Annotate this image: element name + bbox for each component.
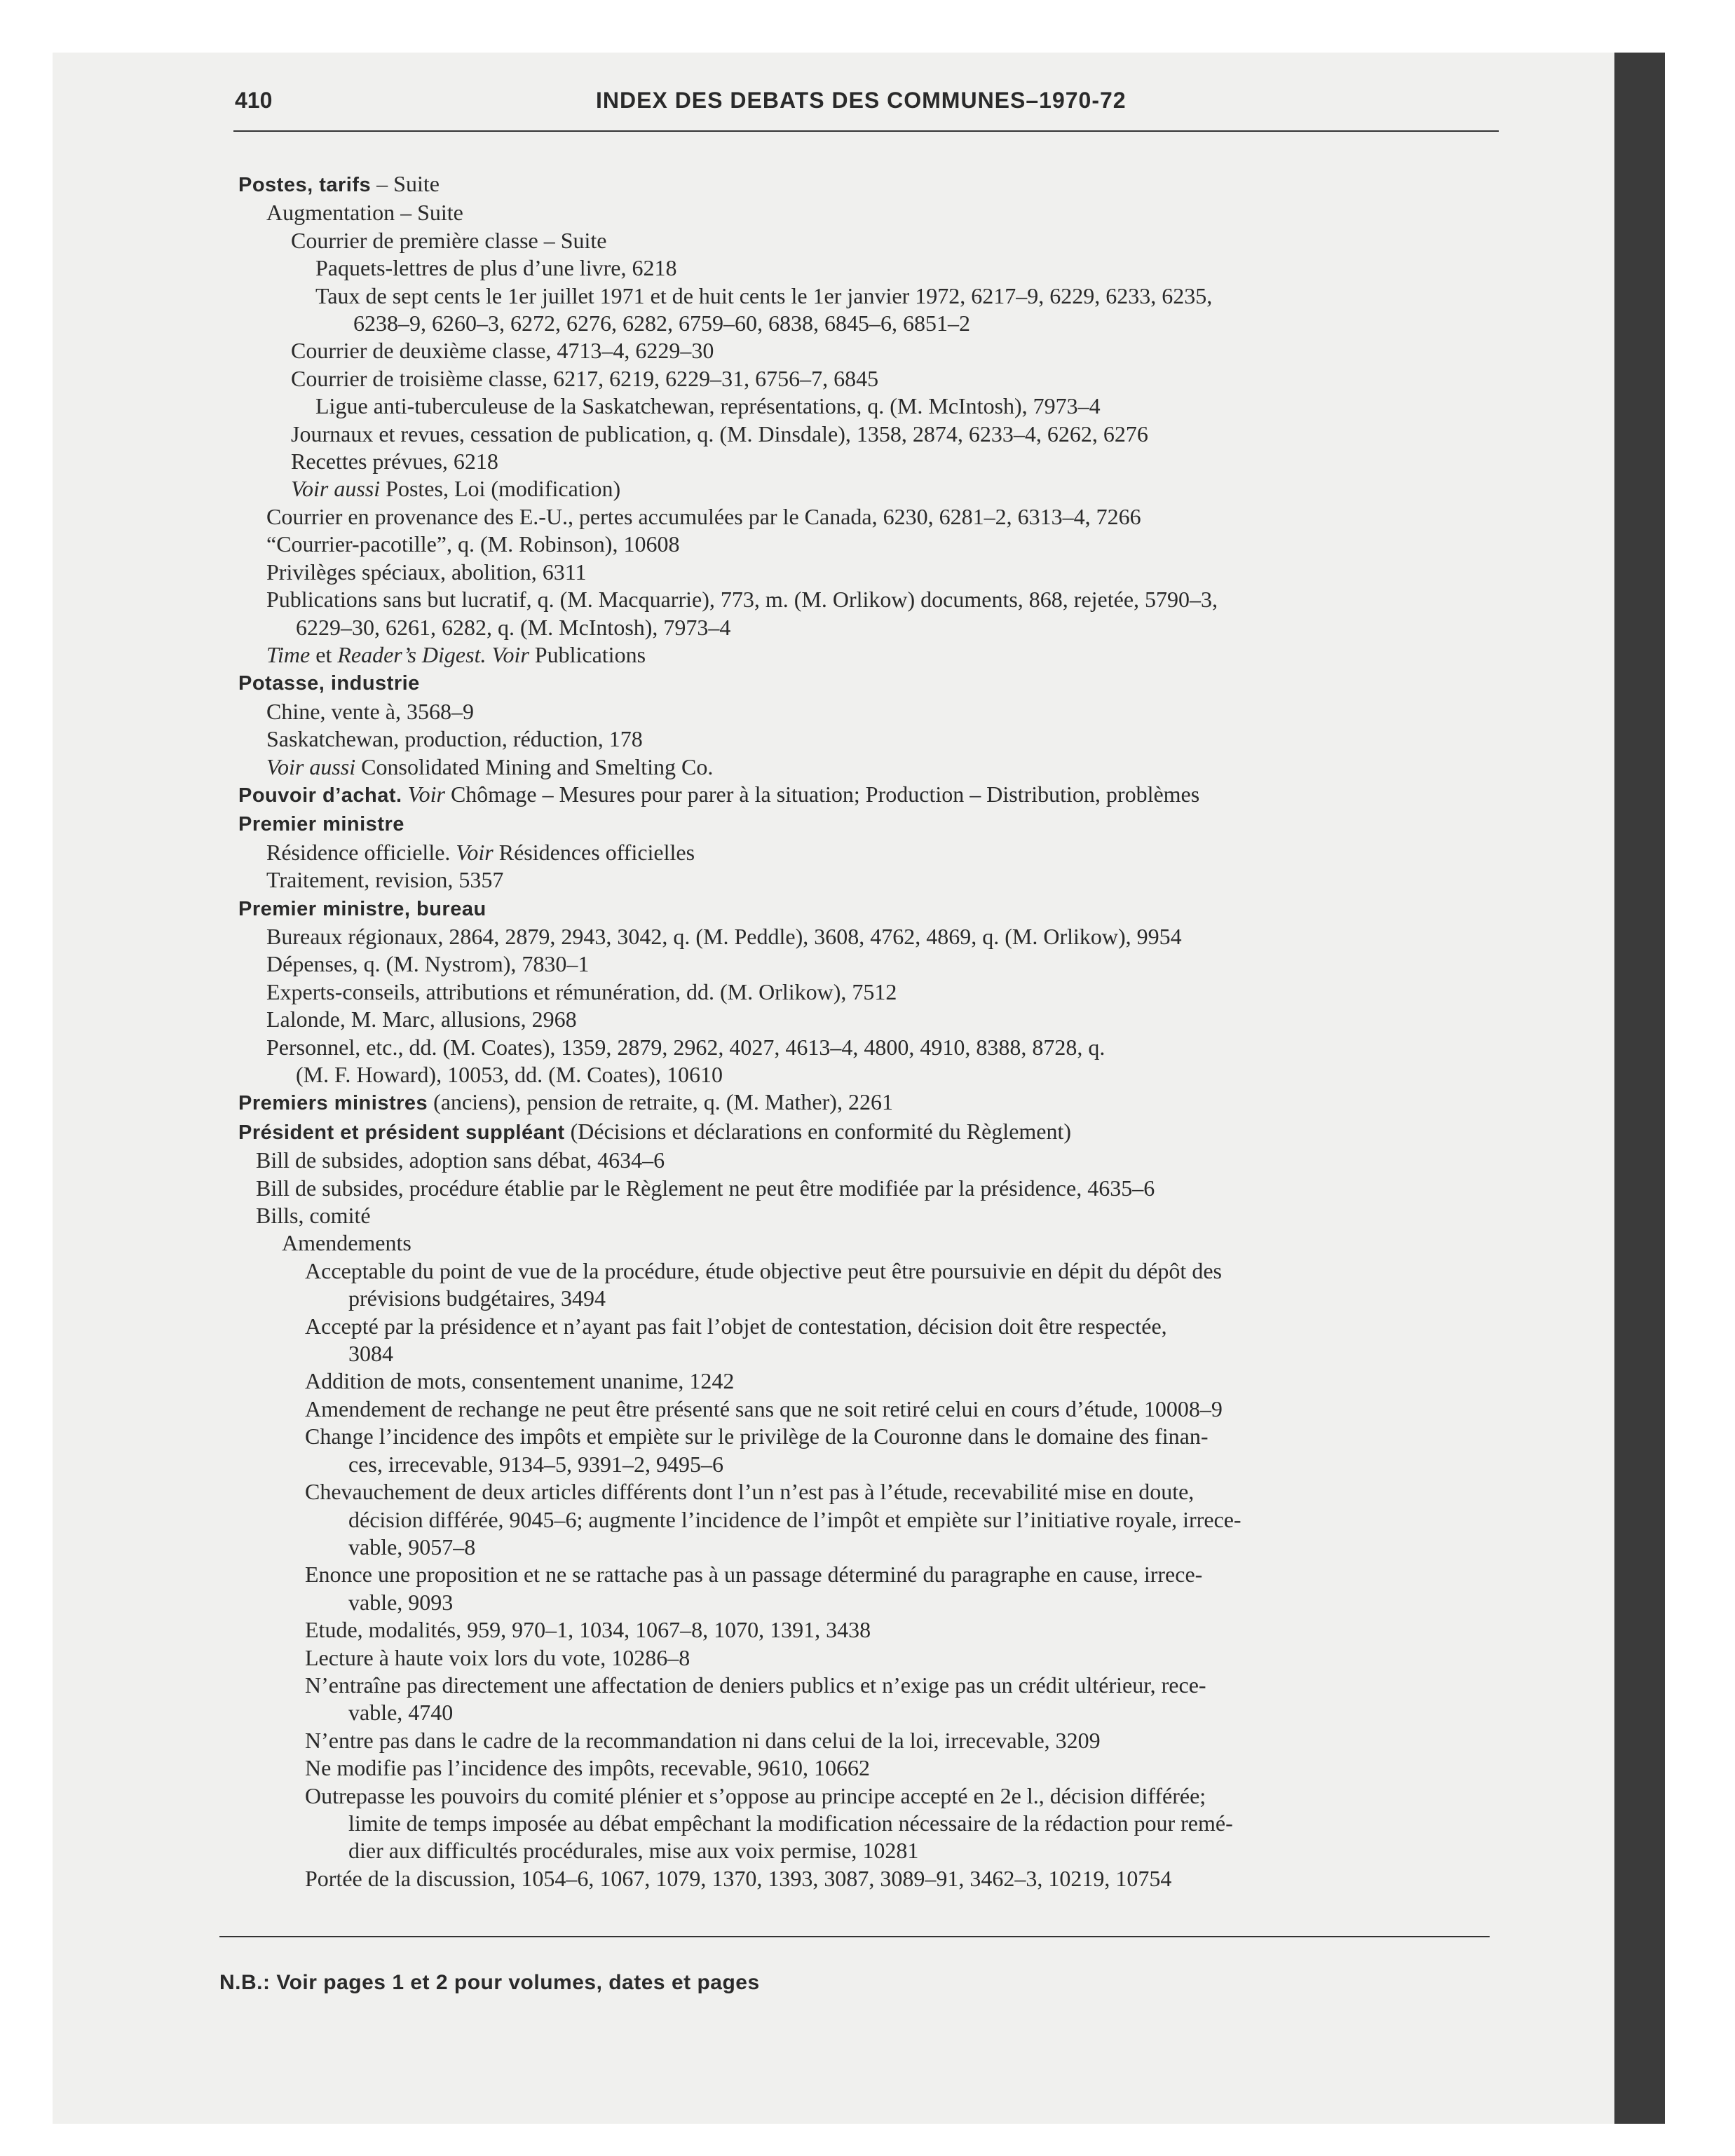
index-entry: Bill de subsides, procédure établie par le Règlement ne peut être modifiée par la présidence, 4635–6 bbox=[256, 1175, 1155, 1201]
index-entry: Lecture à haute voix lors du vote, 10286–8 bbox=[305, 1644, 690, 1670]
index-entry: Bills, comité bbox=[256, 1203, 371, 1229]
index-entry: Publications sans but lucratif, q. (M. Macquarrie), 773, m. (M. Orlikow) documents, 868, rejetée, 5790–3, bbox=[266, 587, 1218, 613]
footer-rule bbox=[219, 1936, 1490, 1937]
index-entry-continued: prévisions budgétaires, 3494 bbox=[348, 1285, 606, 1311]
index-entry: Chevauchement de deux articles différents dont l’un n’est pas à l’étude, recevabilité mise en doute, bbox=[305, 1479, 1195, 1505]
index-entry: Traitement, revision, 5357 bbox=[266, 867, 504, 893]
index-entry: Saskatchewan, production, réduction, 178 bbox=[266, 726, 643, 752]
page-number: 410 bbox=[235, 88, 273, 113]
index-entry: Courrier de première classe – Suite bbox=[291, 227, 607, 253]
index-entry: Enonce une proposition et ne se rattache pas à un passage déterminé du paragraphe en cause, irrece- bbox=[305, 1562, 1203, 1588]
index-body bbox=[238, 170, 1514, 1892]
index-entry: Augmentation – Suite bbox=[266, 200, 463, 226]
index-entry: Experts-conseils, attributions et rémunération, dd. (M. Orlikow), 7512 bbox=[266, 978, 897, 1004]
index-entry: N’entre pas dans le cadre de la recommandation ni dans celui de la loi, irrecevable, 3209 bbox=[305, 1727, 1101, 1753]
index-entry: Acceptable du point de vue de la procédure, étude objective peut être poursuivie en dépit du dépôt des bbox=[305, 1257, 1222, 1283]
index-entry: Paquets-lettres de plus d’une livre, 6218 bbox=[315, 255, 677, 281]
index-cross-reference: Voir aussi Consolidated Mining and Smelting Co. bbox=[266, 753, 714, 779]
scan-edge-shadow bbox=[1614, 53, 1665, 2124]
index-entry: Change l’incidence des impôts et empiète sur le privilège de la Couronne dans le domaine des finan- bbox=[305, 1424, 1209, 1449]
index-entry: Accepté par la présidence et n’ayant pas fait l’objet de contestation, décision doit être respectée, bbox=[305, 1313, 1167, 1339]
index-entry: Ligue anti-tuberculeuse de la Saskatchewan, représentations, q. (M. McIntosh), 7973–4 bbox=[315, 393, 1101, 419]
index-entry: Addition de mots, consentement unanime, 1242 bbox=[305, 1368, 735, 1394]
index-entry: Chine, vente à, 3568–9 bbox=[266, 698, 474, 724]
index-entry-continued: 3084 bbox=[348, 1341, 393, 1367]
index-entry-continued: (M. F. Howard), 10053, dd. (M. Coates), 10610 bbox=[296, 1062, 723, 1087]
index-heading: Premier ministre, bureau bbox=[238, 897, 487, 920]
index-entry: Lalonde, M. Marc, allusions, 2968 bbox=[266, 1007, 577, 1032]
index-entry: Taux de sept cents le 1er juillet 1971 et de huit cents le 1er janvier 1972, 6217–9, 6229, 6233, 6235, bbox=[315, 282, 1213, 308]
index-heading: Postes, tarifs – Suite bbox=[238, 171, 440, 196]
index-entry: Courrier de troisième classe, 6217, 6219, 6229–31, 6756–7, 6845 bbox=[291, 365, 879, 391]
index-entry: Etude, modalités, 959, 970–1, 1034, 1067–8, 1070, 1391, 3438 bbox=[305, 1617, 871, 1643]
index-entry-continued: vable, 9057–8 bbox=[348, 1534, 476, 1560]
index-entry: Courrier en provenance des E.-U., pertes accumulées par le Canada, 6230, 6281–2, 6313–4, 7266 bbox=[266, 503, 1141, 529]
header-rule bbox=[233, 130, 1499, 132]
index-entry: Dépenses, q. (M. Nystrom), 7830–1 bbox=[266, 951, 590, 977]
index-heading: Pouvoir d’achat. Voir Chômage – Mesures pour parer à la situation; Production – Distribution, problèmes bbox=[238, 781, 1200, 807]
index-entry: Courrier de deuxième classe, 4713–4, 6229–30 bbox=[291, 338, 714, 364]
index-entry-continued: dier aux difficultés procédurales, mise aux voix permise, 10281 bbox=[348, 1838, 919, 1864]
index-entry-continued: vable, 9093 bbox=[348, 1589, 454, 1615]
index-heading: Président et président suppléant (Décisions et déclarations en conformité du Règlement) bbox=[238, 1118, 1072, 1144]
index-entry: “Courrier-pacotille”, q. (M. Robinson), 10608 bbox=[266, 531, 680, 557]
index-heading: Premier ministre bbox=[238, 813, 404, 836]
index-entry: Bureaux régionaux, 2864, 2879, 2943, 3042, q. (M. Peddle), 3608, 4762, 4869, q. (M. Orlikow), 9954 bbox=[266, 923, 1182, 949]
index-entry-continued: 6229–30, 6261, 6282, q. (M. McIntosh), 7973–4 bbox=[296, 614, 731, 640]
index-entry-continued: ces, irrecevable, 9134–5, 9391–2, 9495–6 bbox=[348, 1451, 723, 1477]
index-entry: Ne modifie pas l’incidence des impôts, recevable, 9610, 10662 bbox=[305, 1755, 870, 1781]
index-entry: Recettes prévues, 6218 bbox=[291, 449, 498, 475]
index-entry: N’entraîne pas directement une affectation de deniers publics et n’exige pas un crédit ultérieur, rece- bbox=[305, 1672, 1206, 1698]
index-entry-continued: limite de temps imposée au débat empêchant la modification nécessaire de la rédaction pour remé- bbox=[348, 1810, 1233, 1836]
index-entry: Personnel, etc., dd. (M. Coates), 1359, 2879, 2962, 4027, 4613–4, 4800, 4910, 8388, 8728, q. bbox=[266, 1034, 1105, 1060]
index-entry-continued: vable, 4740 bbox=[348, 1700, 454, 1726]
running-title: INDEX DES DEBATS DES COMMUNES–1970-72 bbox=[596, 88, 1127, 113]
index-entry: Amendement de rechange ne peut être présenté sans que ne soit retiré celui en cours d’étude, 10008–9 bbox=[305, 1396, 1223, 1421]
index-heading: Premiers ministres (anciens), pension de retraite, q. (M. Mather), 2261 bbox=[238, 1089, 893, 1115]
index-entry: Amendements bbox=[282, 1230, 411, 1256]
footer-note: N.B.: Voir pages 1 et 2 pour volumes, dates et pages bbox=[219, 1971, 760, 1994]
page-header bbox=[235, 84, 1500, 126]
index-entry: Bill de subsides, adoption sans débat, 4634–6 bbox=[256, 1147, 665, 1173]
index-entry-continued: décision différée, 9045–6; augmente l’incidence de l’impôt et empiète sur l’initiative royale, irrece- bbox=[348, 1506, 1241, 1532]
index-cross-reference: Résidence officielle. Voir Résidences officielles bbox=[266, 839, 695, 865]
index-entry-continued: 6238–9, 6260–3, 6272, 6276, 6282, 6759–60, 6838, 6845–6, 6851–2 bbox=[353, 311, 970, 336]
index-entry: Privilèges spéciaux, abolition, 6311 bbox=[266, 559, 587, 585]
index-heading: Potasse, industrie bbox=[238, 672, 420, 695]
index-cross-reference: Voir aussi Postes, Loi (modification) bbox=[291, 476, 621, 502]
index-entry: Journaux et revues, cessation de publication, q. (M. Dinsdale), 1358, 2874, 6233–4, 6262, 6276 bbox=[291, 421, 1148, 446]
index-entry: Portée de la discussion, 1054–6, 1067, 1079, 1370, 1393, 3087, 3089–91, 3462–3, 10219, 10754 bbox=[305, 1865, 1172, 1891]
index-entry: Outrepasse les pouvoirs du comité plénier et s’oppose au principe accepté en 2e l., décision différée; bbox=[305, 1782, 1206, 1808]
index-cross-reference: Time et Reader’s Digest. Voir Publications bbox=[266, 641, 646, 667]
